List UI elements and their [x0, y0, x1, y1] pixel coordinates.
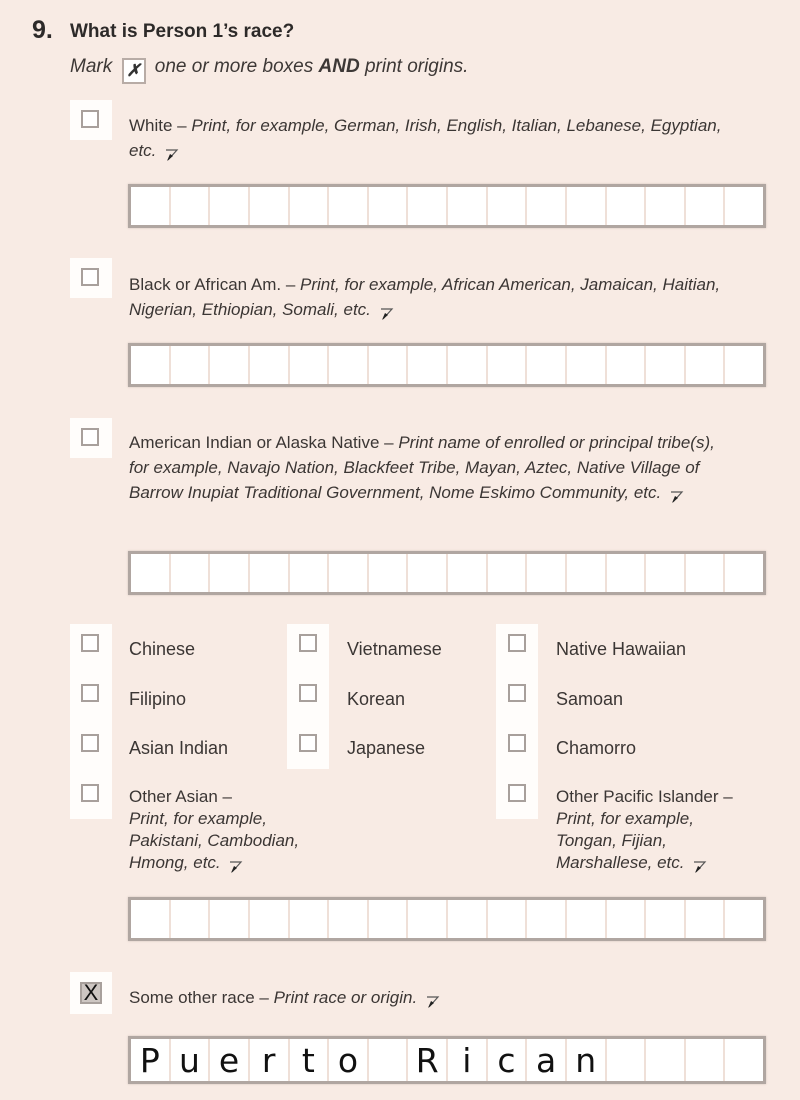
label-samoan: Samoan: [556, 689, 624, 709]
writein-cell[interactable]: [488, 554, 528, 592]
writein-cell[interactable]: [448, 554, 488, 592]
writein-cell[interactable]: [686, 900, 726, 938]
writein-cell[interactable]: [369, 187, 409, 225]
option-hint: Marshallese, etc.: [556, 853, 685, 872]
writein-cell[interactable]: [290, 187, 330, 225]
option-aian-text: [129, 430, 739, 505]
writein-cell[interactable]: [725, 1039, 763, 1081]
writein-cell[interactable]: [290, 900, 330, 938]
writein-cell[interactable]: [725, 187, 763, 225]
label-korean: Korean: [347, 689, 406, 709]
write-in-arrow-icon: [229, 860, 243, 874]
writein-cell[interactable]: [369, 900, 409, 938]
writein-cell[interactable]: [210, 187, 250, 225]
option-hint: Print, for example,: [556, 809, 694, 828]
writein-aian[interactable]: [128, 551, 766, 595]
writein-cell[interactable]: [250, 554, 290, 592]
writein-cell[interactable]: e: [210, 1039, 250, 1081]
writein-cell[interactable]: [607, 900, 647, 938]
writein-cell[interactable]: [527, 346, 567, 384]
option-hint: Print, for example, African American, Jamaican, Haitian, Nigerian, Ethiopian, Somali, etc.: [129, 275, 721, 319]
writein-cell[interactable]: [329, 900, 369, 938]
write-in-arrow-icon: [426, 995, 440, 1009]
writein-cell[interactable]: [527, 187, 567, 225]
writein-cell[interactable]: u: [171, 1039, 211, 1081]
writein-cell[interactable]: [607, 1039, 647, 1081]
writein-cell[interactable]: [408, 554, 448, 592]
writein-cell[interactable]: [290, 346, 330, 384]
label-japanese: Japanese: [347, 738, 426, 758]
checkbox-chinese[interactable]: [81, 634, 99, 652]
writein-cell[interactable]: [488, 900, 528, 938]
checkbox-other-asian[interactable]: [81, 784, 99, 802]
writein-cell[interactable]: a: [527, 1039, 567, 1081]
checkbox-white[interactable]: [81, 110, 99, 128]
checkbox-samoan[interactable]: [508, 684, 526, 702]
checkbox-native-hawaiian[interactable]: [508, 634, 526, 652]
writein-cell[interactable]: [607, 187, 647, 225]
checkbox-other-pacific-islander[interactable]: [508, 784, 526, 802]
label-chinese: Chinese: [129, 639, 196, 659]
write-in-arrow-icon: [380, 307, 394, 321]
writein-cell[interactable]: [646, 900, 686, 938]
writein-cell[interactable]: [369, 554, 409, 592]
writein-cell[interactable]: [250, 187, 290, 225]
writein-cell[interactable]: [686, 554, 726, 592]
checkbox-filipino[interactable]: [81, 684, 99, 702]
question-instruction: [70, 56, 468, 84]
option-label: Other Pacific Islander –: [556, 787, 733, 806]
writein-cell[interactable]: [369, 1039, 409, 1081]
writein-cell[interactable]: [607, 346, 647, 384]
writein-cell[interactable]: [408, 900, 448, 938]
writein-cell[interactable]: [448, 900, 488, 938]
writein-cell[interactable]: [686, 187, 726, 225]
writein-cell[interactable]: [527, 900, 567, 938]
option-hint: Tongan, Fijian,: [556, 831, 667, 850]
writein-cell[interactable]: [408, 187, 448, 225]
label-asian-indian: Asian Indian: [129, 738, 229, 758]
writein-cell[interactable]: [607, 554, 647, 592]
write-in-arrow-icon: [693, 860, 707, 874]
option-other-pi-text: [556, 786, 733, 874]
label-native-hawaiian: Native Hawaiian: [556, 639, 687, 659]
writein-cell[interactable]: [725, 554, 763, 592]
instruction-pre: Mark: [70, 56, 113, 77]
label-chamorro: Chamorro: [556, 738, 637, 758]
writein-cell[interactable]: c: [488, 1039, 528, 1081]
writein-cell[interactable]: [488, 187, 528, 225]
writein-cell[interactable]: [646, 187, 686, 225]
writein-cell[interactable]: [725, 346, 763, 384]
writein-cell[interactable]: [567, 346, 607, 384]
writein-cell[interactable]: [171, 554, 211, 592]
option-hint: Print name of enrolled or principal tribe(s), for example, Navajo Nation, Blackfeet Tribe, Mayan, Aztec, Native Village of Barrow Inupiat Traditional Government, Nome Eskimo Community, etc.: [129, 433, 715, 502]
label-vietnamese: Vietnamese: [347, 639, 442, 659]
writein-cell[interactable]: [290, 554, 330, 592]
writein-cell[interactable]: [686, 346, 726, 384]
writein-cell[interactable]: [488, 346, 528, 384]
option-hint: Pakistani, Cambodian,: [129, 831, 300, 850]
option-other-asian-text: [129, 786, 299, 874]
option-some-other-text: [129, 985, 440, 1010]
writein-black[interactable]: [128, 343, 766, 387]
option-white-text: [129, 113, 749, 163]
checkbox-japanese[interactable]: [299, 734, 317, 752]
question-title: What is Person 1’s race?: [70, 21, 295, 42]
writein-cell[interactable]: [131, 187, 171, 225]
writein-cell[interactable]: [329, 187, 369, 225]
writein-cell[interactable]: [329, 346, 369, 384]
writein-white[interactable]: [128, 184, 766, 228]
writein-cell[interactable]: [171, 346, 211, 384]
writein-cell[interactable]: r: [250, 1039, 290, 1081]
writein-cell[interactable]: [686, 1039, 726, 1081]
option-hint: Print, for example,: [129, 809, 267, 828]
writein-cell[interactable]: [171, 187, 211, 225]
writein-cell[interactable]: [646, 346, 686, 384]
writein-cell[interactable]: P: [131, 1039, 171, 1081]
writein-cell[interactable]: [210, 900, 250, 938]
writein-cell[interactable]: [527, 554, 567, 592]
option-label: Some other race –: [129, 988, 274, 1007]
writein-cell[interactable]: [408, 346, 448, 384]
writein-cell[interactable]: [210, 554, 250, 592]
option-label: Other Asian –: [129, 787, 233, 806]
checkbox-vietnamese[interactable]: [299, 634, 317, 652]
writein-cell[interactable]: [725, 900, 763, 938]
checkbox-korean[interactable]: [299, 684, 317, 702]
sample-mark-icon: ✗: [122, 58, 146, 84]
writein-cell[interactable]: [329, 554, 369, 592]
option-hint: Print race or origin.: [273, 988, 418, 1007]
writein-asian-pacific[interactable]: [128, 897, 766, 941]
writein-cell[interactable]: [567, 554, 607, 592]
checkbox-chamorro[interactable]: [508, 734, 526, 752]
writein-some-other-race[interactable]: [128, 1036, 766, 1084]
writein-cell[interactable]: [567, 900, 607, 938]
option-label: American Indian or Alaska Native –: [129, 433, 399, 452]
writein-cell[interactable]: [567, 187, 607, 225]
writein-cell[interactable]: [448, 187, 488, 225]
writein-cell[interactable]: [210, 346, 250, 384]
option-black-text: [129, 272, 749, 322]
writein-cell[interactable]: [131, 346, 171, 384]
checkbox-some-other-race[interactable]: X: [80, 982, 102, 1004]
writein-cell[interactable]: [250, 346, 290, 384]
option-hint: Print, for example, German, Irish, English, Italian, Lebanese, Egyptian, etc.: [129, 116, 722, 160]
writein-cell[interactable]: [646, 1039, 686, 1081]
writein-cell[interactable]: [131, 900, 171, 938]
option-label: Black or African Am. –: [129, 275, 301, 294]
writein-cell[interactable]: [131, 554, 171, 592]
write-in-arrow-icon: [165, 148, 179, 162]
writein-cell[interactable]: [250, 900, 290, 938]
writein-cell[interactable]: [171, 900, 211, 938]
instruction-bold: AND: [318, 56, 360, 77]
checkbox-asian-indian[interactable]: [81, 734, 99, 752]
writein-cell[interactable]: t: [290, 1039, 330, 1081]
writein-cell[interactable]: [369, 346, 409, 384]
checkbox-black[interactable]: [81, 268, 99, 286]
option-label: White –: [129, 116, 192, 135]
checkbox-aian[interactable]: [81, 428, 99, 446]
writein-cell[interactable]: n: [567, 1039, 607, 1081]
writein-cell[interactable]: i: [448, 1039, 488, 1081]
instruction-mid: one or more boxes: [154, 56, 314, 77]
option-hint: Hmong, etc.: [129, 853, 221, 872]
label-filipino: Filipino: [129, 689, 187, 709]
writein-cell[interactable]: [448, 346, 488, 384]
writein-cell[interactable]: o: [329, 1039, 369, 1081]
question-number: 9.: [32, 16, 53, 44]
write-in-arrow-icon: [670, 490, 684, 504]
instruction-post: print origins.: [364, 56, 469, 77]
writein-cell[interactable]: [646, 554, 686, 592]
writein-cell[interactable]: R: [408, 1039, 448, 1081]
